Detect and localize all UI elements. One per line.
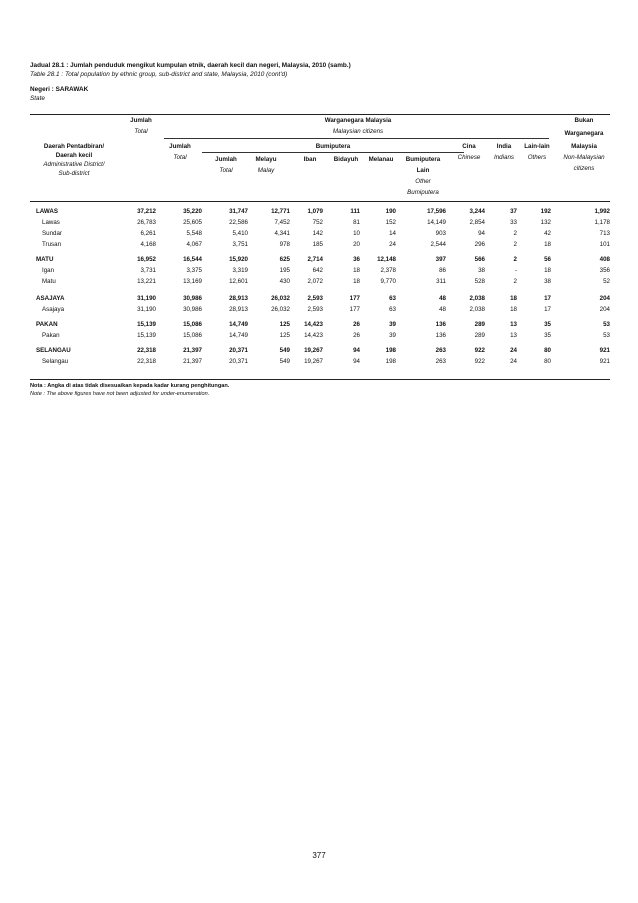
table-cell: 190 xyxy=(385,208,396,215)
table-cell: 18 xyxy=(544,241,551,248)
table-cell: 549 xyxy=(279,347,290,354)
table-cell: 922 xyxy=(474,358,485,365)
table-cell: 1,079 xyxy=(307,208,323,215)
table-cell: 198 xyxy=(385,358,396,365)
table-cell: 24 xyxy=(389,241,396,248)
table-cell: 12,601 xyxy=(229,278,248,285)
col-non-citizen-label-en-2: citizens xyxy=(573,165,595,172)
table-cell: 15,139 xyxy=(137,332,156,339)
table-cell: 3,244 xyxy=(469,208,485,215)
state-label: Negeri : SARAWAK xyxy=(30,86,89,93)
table-cell: 18 xyxy=(353,278,360,285)
table-cell: 528 xyxy=(474,278,485,285)
table-cell: 30,986 xyxy=(183,295,202,302)
table-cell: 16,544 xyxy=(183,256,202,263)
col-bumi-total-label-en: Total xyxy=(219,167,233,174)
table-cell: 48 xyxy=(439,306,446,313)
table-cell: 142 xyxy=(312,230,323,237)
table-cell: 311 xyxy=(436,278,446,285)
col-other-bumi-label-2: Lain xyxy=(416,167,430,174)
page-number: 377 xyxy=(312,851,326,860)
table-cell: 80 xyxy=(544,358,551,365)
table-cell: 56 xyxy=(544,256,551,263)
sub-district-name: Lawas xyxy=(42,219,60,226)
col-indian-label: India xyxy=(496,143,512,150)
table-cell: 12,148 xyxy=(377,256,396,263)
note-malay: Nota : Angka di atas tidak disesuaikan kepada kadar kurang penghitungan. xyxy=(30,383,230,389)
table-cell: 111 xyxy=(350,208,360,215)
table-cell: 20 xyxy=(353,241,360,248)
table-cell: 4,341 xyxy=(274,230,290,237)
table-cell: 204 xyxy=(599,306,610,313)
table-title-english: Table 28.1 : Total population by ethnic group, sub-district and state, Malaysia, 2010 (cont'd) xyxy=(30,71,288,78)
table-cell: 19,267 xyxy=(304,347,323,354)
table-cell: 296 xyxy=(474,241,485,248)
table-cell: 177 xyxy=(349,295,360,302)
col-district-label: Daerah Pentadbiran/ xyxy=(43,143,105,150)
table-cell: 94 xyxy=(353,347,360,354)
table-cell: 21,397 xyxy=(183,358,202,365)
sub-district-name: Selangau xyxy=(42,358,69,365)
table-cell: 195 xyxy=(279,267,290,274)
table-cell: 397 xyxy=(435,256,446,263)
table-cell: 198 xyxy=(385,347,396,354)
table-cell: 13,169 xyxy=(183,278,202,285)
table-cell: 17 xyxy=(544,295,551,302)
table-cell: 152 xyxy=(385,219,396,226)
table-cell: 39 xyxy=(389,321,396,328)
col-total-label: Jumlah xyxy=(130,117,152,124)
table-cell: 52 xyxy=(603,278,610,285)
col-melanau-label: Melanau xyxy=(368,156,394,163)
col-bidayuh-label: Bidayuh xyxy=(333,156,359,163)
state-label-english: State xyxy=(30,95,45,102)
table-cell: 263 xyxy=(435,347,446,354)
table-cell: 642 xyxy=(312,267,323,274)
table-cell: 192 xyxy=(540,208,551,215)
col-indian-label-en: Indians xyxy=(494,154,514,161)
table-cell: 26 xyxy=(353,332,360,339)
table-cell: 22,318 xyxy=(137,358,156,365)
table-cell: 14,149 xyxy=(427,219,446,226)
col-chinese-label-en: Chinese xyxy=(457,154,481,161)
table-cell: 53 xyxy=(603,321,610,328)
sub-district-name: Igan xyxy=(42,267,55,274)
table-cell: 63 xyxy=(389,306,396,313)
table-cell: 35 xyxy=(544,321,551,328)
table-cell: 13 xyxy=(510,332,517,339)
col-citizens-label-en: Malaysian citizens xyxy=(332,128,384,135)
table-cell: 10 xyxy=(353,230,360,237)
table-notes xyxy=(30,383,229,398)
table-cell: 549 xyxy=(279,358,290,365)
population-table xyxy=(30,114,610,379)
table-cell: 81 xyxy=(353,219,360,226)
table-cell: 289 xyxy=(474,321,485,328)
table-cell: 26,783 xyxy=(137,219,156,226)
sub-district-name: Trusan xyxy=(42,241,62,248)
table-cell: 38 xyxy=(478,267,485,274)
table-cell: 53 xyxy=(603,332,610,339)
table-cell: 19,267 xyxy=(304,358,323,365)
bumiputera-header-rule xyxy=(202,152,464,153)
table-cell: 2 xyxy=(513,256,517,263)
table-cell: 18 xyxy=(510,295,517,302)
table-cell: 2,854 xyxy=(469,219,485,226)
table-cell: 1,992 xyxy=(594,208,610,215)
table-cell: 2,714 xyxy=(307,256,323,263)
table-cell: 20,371 xyxy=(229,358,248,365)
table-cell: 14,749 xyxy=(229,332,248,339)
table-cell: 922 xyxy=(474,347,485,354)
table-cell: 14,423 xyxy=(304,332,323,339)
col-others-label: Lain-lain xyxy=(524,143,550,150)
table-cell: 125 xyxy=(279,332,290,339)
district-name: MATU xyxy=(36,256,54,263)
col-malay-label-en: Malay xyxy=(257,167,275,174)
table-cell: 903 xyxy=(435,230,446,237)
table-cell: 35 xyxy=(544,332,551,339)
table-cell: 15,139 xyxy=(137,321,156,328)
table-cell: 28,913 xyxy=(229,295,248,302)
col-other-bumi-label-en: Other xyxy=(415,178,431,185)
table-cell: 566 xyxy=(474,256,485,263)
table-cell: 17,596 xyxy=(427,208,446,215)
col-district-label-2: Daerah kecil xyxy=(55,152,93,159)
col-district-label-en: Administrative District/ xyxy=(43,161,105,168)
district-name: ASAJAYA xyxy=(36,295,65,302)
table-cell: 263 xyxy=(435,358,446,365)
note-english: Note : The above figures have not been adjusted for under-enumeration. xyxy=(30,390,210,397)
sub-district-name: Sundar xyxy=(42,230,62,237)
table-cell: 2,038 xyxy=(469,295,485,302)
sub-district-name: Matu xyxy=(42,278,56,285)
table-cell: 12,771 xyxy=(271,208,290,215)
col-chinese-label: Cina xyxy=(462,143,476,150)
col-non-citizen-label-2: Warganegara xyxy=(564,130,604,137)
table-cell: 37 xyxy=(510,208,517,215)
table-cell: 625 xyxy=(279,256,290,263)
table-cell: 38 xyxy=(544,278,551,285)
table-cell: 978 xyxy=(279,241,290,248)
header-bottom-rule xyxy=(30,201,610,202)
table-cell: 37,212 xyxy=(137,208,156,215)
table-cell: 31,747 xyxy=(229,208,248,215)
table-cell: 132 xyxy=(540,219,551,226)
table-cell: 63 xyxy=(389,295,396,302)
table-cell: 22,586 xyxy=(229,219,248,226)
table-cell: 2,593 xyxy=(307,295,323,302)
table-cell: 2 xyxy=(513,230,517,237)
table-cell: 2 xyxy=(513,241,517,248)
table-cell: 5,410 xyxy=(232,230,248,237)
col-citizen-total-label: Jumlah xyxy=(169,143,191,150)
table-cell: 752 xyxy=(312,219,323,226)
table-cell: 16,952 xyxy=(137,256,156,263)
table-cell: 3,319 xyxy=(232,267,248,274)
table-cell: 1,178 xyxy=(594,219,610,226)
col-district-label-en-2: Sub-district xyxy=(58,170,90,177)
col-non-citizen-label-3: Malaysia xyxy=(571,143,597,150)
table-cell: 24 xyxy=(510,347,517,354)
district-name: PAKAN xyxy=(36,321,58,328)
col-iban-label: Iban xyxy=(303,156,317,163)
table-cell: 13,221 xyxy=(137,278,156,285)
table-cell: 39 xyxy=(389,332,396,339)
sub-district-name: Asajaya xyxy=(42,306,65,313)
citizens-header-rule xyxy=(164,138,549,139)
table-cell: 185 xyxy=(312,241,323,248)
table-cell: 94 xyxy=(478,230,485,237)
table-cell: 48 xyxy=(439,295,446,302)
table-cell: 35,220 xyxy=(183,208,202,215)
table-cell: 14 xyxy=(389,230,396,237)
table-cell: 7,452 xyxy=(274,219,290,226)
col-total-label-en: Total xyxy=(134,128,148,135)
col-non-citizen-label: Bukan xyxy=(574,117,594,124)
table-cell: 204 xyxy=(599,295,610,302)
table-title: Jadual 28.1 : Jumlah penduduk mengikut kumpulan etnik, daerah kecil dan negeri, Malaysia, 2010 (samb.) xyxy=(30,62,351,69)
table-cell: 31,190 xyxy=(137,306,156,313)
table-cell: 13 xyxy=(510,321,517,328)
col-bumiputera-label: Bumiputera xyxy=(315,143,351,150)
table-cell: 18 xyxy=(353,267,360,274)
table-cell: 42 xyxy=(544,230,551,237)
table-cell: 94 xyxy=(353,358,360,365)
table-cell: 713 xyxy=(599,230,610,237)
table-cell: 9,770 xyxy=(380,278,396,285)
table-cell: 25,605 xyxy=(183,219,202,226)
table-cell: 3,731 xyxy=(140,267,156,274)
table-cell: 2,038 xyxy=(469,306,485,313)
table-cell: 22,318 xyxy=(137,347,156,354)
table-cell: 26,032 xyxy=(271,295,290,302)
table-cell: 2,544 xyxy=(430,241,446,248)
table-cell: 18 xyxy=(510,306,517,313)
district-name: LAWAS xyxy=(36,208,58,215)
table-cell: 3,751 xyxy=(232,241,248,248)
table-cell: 14,423 xyxy=(304,321,323,328)
table-cell: 408 xyxy=(599,256,610,263)
table-cell: - xyxy=(514,267,517,274)
table-cell: 28,913 xyxy=(229,306,248,313)
table-cell: 15,086 xyxy=(183,321,202,328)
table-cell: 177 xyxy=(349,306,360,313)
table-cell: 430 xyxy=(279,278,290,285)
table-cell: 921 xyxy=(599,358,610,365)
table-cell: 36 xyxy=(353,256,360,263)
table-cell: 2,378 xyxy=(380,267,396,274)
table-cell: 30,986 xyxy=(183,306,202,313)
table-cell: 356 xyxy=(599,267,610,274)
col-citizens-label: Warganegara Malaysia xyxy=(324,117,392,124)
table-cell: 136 xyxy=(435,321,446,328)
table-cell: 86 xyxy=(439,267,446,274)
table-cell: 20,371 xyxy=(229,347,248,354)
table-cell: 2,593 xyxy=(307,306,323,313)
col-non-citizen-label-en: Non-Malaysian xyxy=(563,154,605,161)
table-cell: 4,067 xyxy=(186,241,202,248)
col-malay-label: Melayu xyxy=(255,156,277,163)
table-cell: 136 xyxy=(435,332,446,339)
col-other-bumi-label-en-2: Bumiputera xyxy=(407,189,439,196)
table-cell: 31,190 xyxy=(137,295,156,302)
table-cell: 21,397 xyxy=(183,347,202,354)
col-other-bumi-label: Bumiputera xyxy=(405,156,441,163)
table-cell: 18 xyxy=(544,267,551,274)
table-cell: 4,168 xyxy=(140,241,156,248)
col-citizen-total-label-en: Total xyxy=(173,154,187,161)
table-bottom-rule xyxy=(30,379,610,380)
table-cell: 15,086 xyxy=(183,332,202,339)
table-cell: 26,032 xyxy=(271,306,290,313)
table-cell: 2 xyxy=(513,278,517,285)
table-cell: 26 xyxy=(353,321,360,328)
col-others-label-en: Others xyxy=(527,154,547,161)
col-bumi-total-label: Jumlah xyxy=(215,156,237,163)
table-cell: 14,749 xyxy=(229,321,248,328)
table-cell: 125 xyxy=(279,321,290,328)
table-cell: 5,548 xyxy=(186,230,202,237)
table-cell: 921 xyxy=(599,347,610,354)
table-top-rule xyxy=(30,114,610,115)
table-cell: 33 xyxy=(510,219,517,226)
table-cell: 101 xyxy=(599,241,610,248)
table-cell: 80 xyxy=(544,347,551,354)
table-cell: 17 xyxy=(544,306,551,313)
table-cell: 15,920 xyxy=(229,256,248,263)
table-cell: 2,072 xyxy=(307,278,323,285)
table-cell: 6,261 xyxy=(140,230,156,237)
district-name: SELANGAU xyxy=(36,347,71,354)
sub-district-name: Pakan xyxy=(42,332,60,339)
table-cell: 24 xyxy=(510,358,517,365)
table-cell: 289 xyxy=(474,332,485,339)
table-cell: 3,375 xyxy=(186,267,202,274)
